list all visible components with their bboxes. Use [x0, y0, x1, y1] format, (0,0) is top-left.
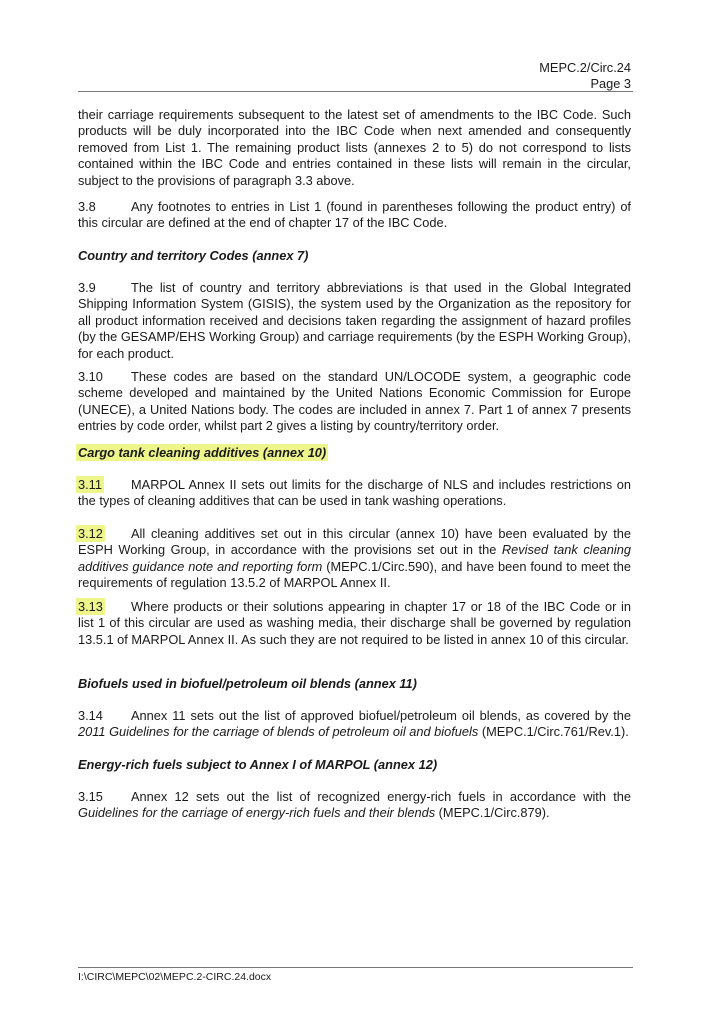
paragraph-3-15: [78, 789, 631, 822]
paragraph-number: 3.10: [78, 369, 103, 384]
document-reference: MEPC.2/Circ.24: [539, 60, 631, 75]
paragraph-text: These codes are based on the standard UN/LOCODE system, a geographic code scheme developed and maintained by the United Nations Economic Commission for Europe (UNECE), a United Nations body. The codes are included in annex 7. Part 1 of annex 7 presents entries by code order, whilst part 2 gives a listing by country/territory order.: [78, 369, 631, 434]
paragraph-text: All cleaning additives set out in this circular (annex 10) have been evaluated by the ESPH Working Group, in accordance with the provisions set out in the: [78, 526, 631, 558]
header-rule: [78, 91, 633, 92]
paragraph-text: (MEPC.1/Circ.590), and have been found to meet the requirements of regulation 13.5.2 of MARPOL Annex II.: [78, 558, 631, 591]
heading-energy-rich-fuels: Energy-rich fuels subject to Annex I of MARPOL (annex 12): [78, 757, 438, 772]
paragraph-number: [78, 599, 131, 615]
paragraph-number: [78, 526, 131, 542]
paragraph-text: MARPOL Annex II sets out limits for the discharge of NLS and includes restrictions on the types of cleaning additives that can be used in tank washing operations.: [78, 477, 631, 509]
paragraph-number: 3.8: [78, 199, 96, 214]
heading-country-codes: Country and territory Codes (annex 7): [78, 248, 309, 263]
highlighted-number: 3.13: [78, 599, 103, 614]
paragraph-number: 3.14: [78, 708, 103, 723]
paragraph-3-10: [78, 369, 631, 435]
paragraph-3-9: [78, 280, 631, 362]
paragraph-3-12: [78, 526, 631, 592]
highlighted-number: 3.12: [78, 526, 103, 541]
paragraph-3-8: [78, 199, 631, 232]
paragraph-3-11: [78, 477, 631, 510]
paragraph-text: Where products or their solutions appearing in chapter 17 or 18 of the IBC Code or in list 1 of this circular are used as washing media, their discharge shall be governed by regulation 13.5.1 of MARPOL Annex II. As such they are not required to be listed in annex 10 of this circular.: [78, 599, 631, 647]
paragraph-number: [78, 477, 131, 493]
paragraph-3-13: [78, 599, 631, 648]
highlighted-heading: Cargo tank cleaning additives (annex 10): [78, 445, 327, 460]
cited-title: Guidelines for the carriage of energy-rich fuels and their blends: [78, 805, 436, 821]
paragraph-number: 3.15: [78, 789, 103, 804]
paragraph-text: (MEPC.1/Circ.879).: [435, 805, 550, 821]
heading-cargo-tank: [78, 445, 631, 461]
paragraph-text: The list of country and territory abbreviations is that used in the Global Integrated Shipping Information System (GISIS), the system used by the Organization as the repository for all product information received and decisions taken regarding the assignment of hazard profiles (by the GESAMP/EHS Working Group) and carriage requirements (by the ESPH Working Group), for each product.: [78, 280, 631, 361]
paragraph-number: 3.9: [78, 280, 96, 295]
footer-file-path: I:\CIRC\MEPC\02\MEPC.2-CIRC.24.docx: [78, 971, 272, 983]
page-number: Page 3: [590, 75, 631, 91]
paragraph-text: Any footnotes to entries in List 1 (found in parentheses following the product entry) of this circular are defined at the end of chapter 17 of the IBC Code.: [78, 199, 631, 231]
highlighted-number: 3.11: [78, 477, 102, 492]
cited-title: 2011 Guidelines for the carriage of blends of petroleum oil and biofuels: [78, 724, 479, 740]
paragraph-text: (MEPC.1/Circ.761/Rev.1).: [478, 724, 629, 740]
paragraph-3-14: [78, 708, 631, 741]
cited-title: Revised tank cleaning additives guidance note and reporting form: [78, 542, 631, 574]
heading-biofuels: Biofuels used in biofuel/petroleum oil blends (annex 11): [78, 676, 417, 691]
page-header: [539, 60, 631, 91]
paragraph-continued: their carriage requirements subsequent to the latest set of amendments to the IBC Code. Such products will be duly incorporated into the IBC Code when next amended and consequently removed from List 1. The remaining product lists (annexes 2 to 5) do not correspond to lists contained within the IBC Code and entries contained in these lists will remain in the circular, subject to the provisions of paragraph 3.3 above.: [78, 107, 631, 188]
paragraph-text: Annex 11 sets out the list of approved biofuel/petroleum oil blends, as covered by the: [131, 708, 631, 723]
paragraph-text: Annex 12 sets out the list of recognized energy-rich fuels in accordance with the: [131, 789, 631, 804]
footer-rule: [78, 967, 633, 968]
